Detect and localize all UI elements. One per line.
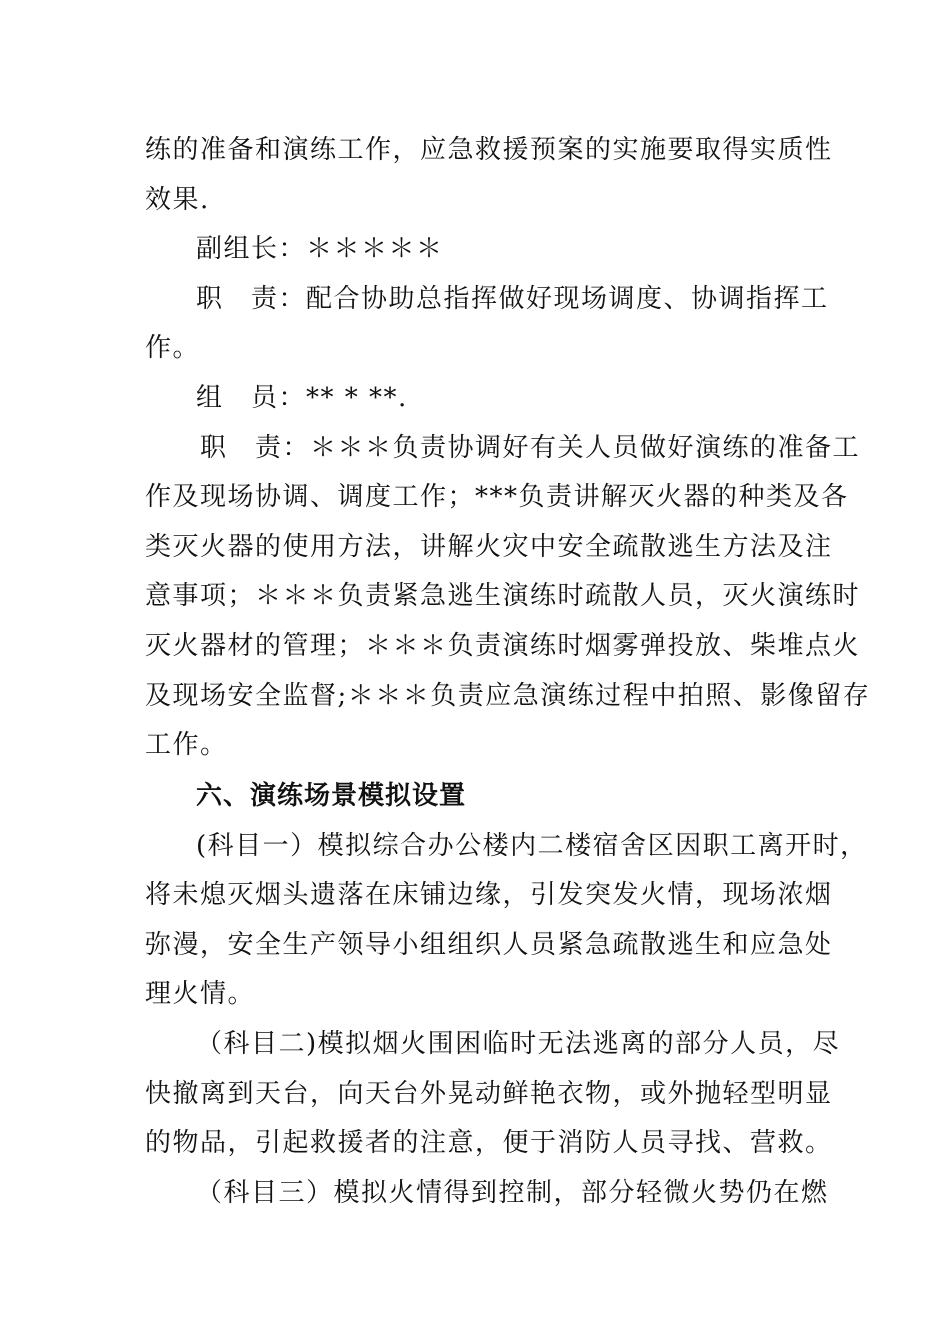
body-line: 作。 (145, 333, 201, 363)
body-line: （科目二)模拟烟火围困临时无法逃离的部分人员，尽 (196, 1029, 841, 1059)
body-line: （科目三）模拟火情得到控制，部分轻微火势仍在燃 (196, 1178, 829, 1208)
duty-line: 职 责：配合协助总指挥做好现场调度、协调指挥工 (196, 284, 829, 314)
deputy-leader-line: 副组长：＊＊＊＊＊ (196, 234, 444, 264)
body-line: 弥漫，安全生产领导小组组织人员紧急疏散逃生和应急处 (145, 930, 833, 960)
body-line: (科目一）模拟综合办公楼内二楼宿舍区因职工离开时， (196, 831, 868, 861)
body-line: 的物品，引起救援者的注意，便于消防人员寻找、营救。 (145, 1128, 833, 1158)
body-line: 工作。 (145, 730, 228, 760)
body-line: 快撤离到天台，向天台外晃动鲜艳衣物，或外抛轻型明显 (145, 1079, 833, 1109)
body-line: 意事项；＊＊＊负责紧急逃生演练时疏散人员，灭火演练时 (145, 581, 861, 611)
member-line: 组 员：** * **. (196, 383, 408, 413)
duty-line: 职 责：＊＊＊负责协调好有关人员做好演练的准备工 (200, 433, 861, 463)
body-line: 理火情。 (145, 979, 256, 1009)
body-line: 效果. (145, 185, 210, 215)
body-line: 类灭火器的使用方法，讲解火灾中安全疏散逃生方法及注 (145, 532, 833, 562)
body-line: 将未熄灭烟头遗落在床铺边缘，引发突发火情，现场浓烟 (145, 880, 833, 910)
body-line: 及现场安全监督;＊＊＊负责应急演练过程中拍照、影像留存 (145, 681, 871, 711)
section-heading: 六、演练场景模拟设置 (196, 781, 467, 811)
body-line: 作及现场协调、调度工作；***负责讲解灭火器的种类及各 (145, 482, 849, 512)
body-line: 灭火器材的管理；＊＊＊负责演练时烟雾弹投放、柴堆点火 (145, 631, 861, 661)
body-line: 练的准备和演练工作，应急救援预案的实施要取得实质性 (145, 135, 833, 165)
